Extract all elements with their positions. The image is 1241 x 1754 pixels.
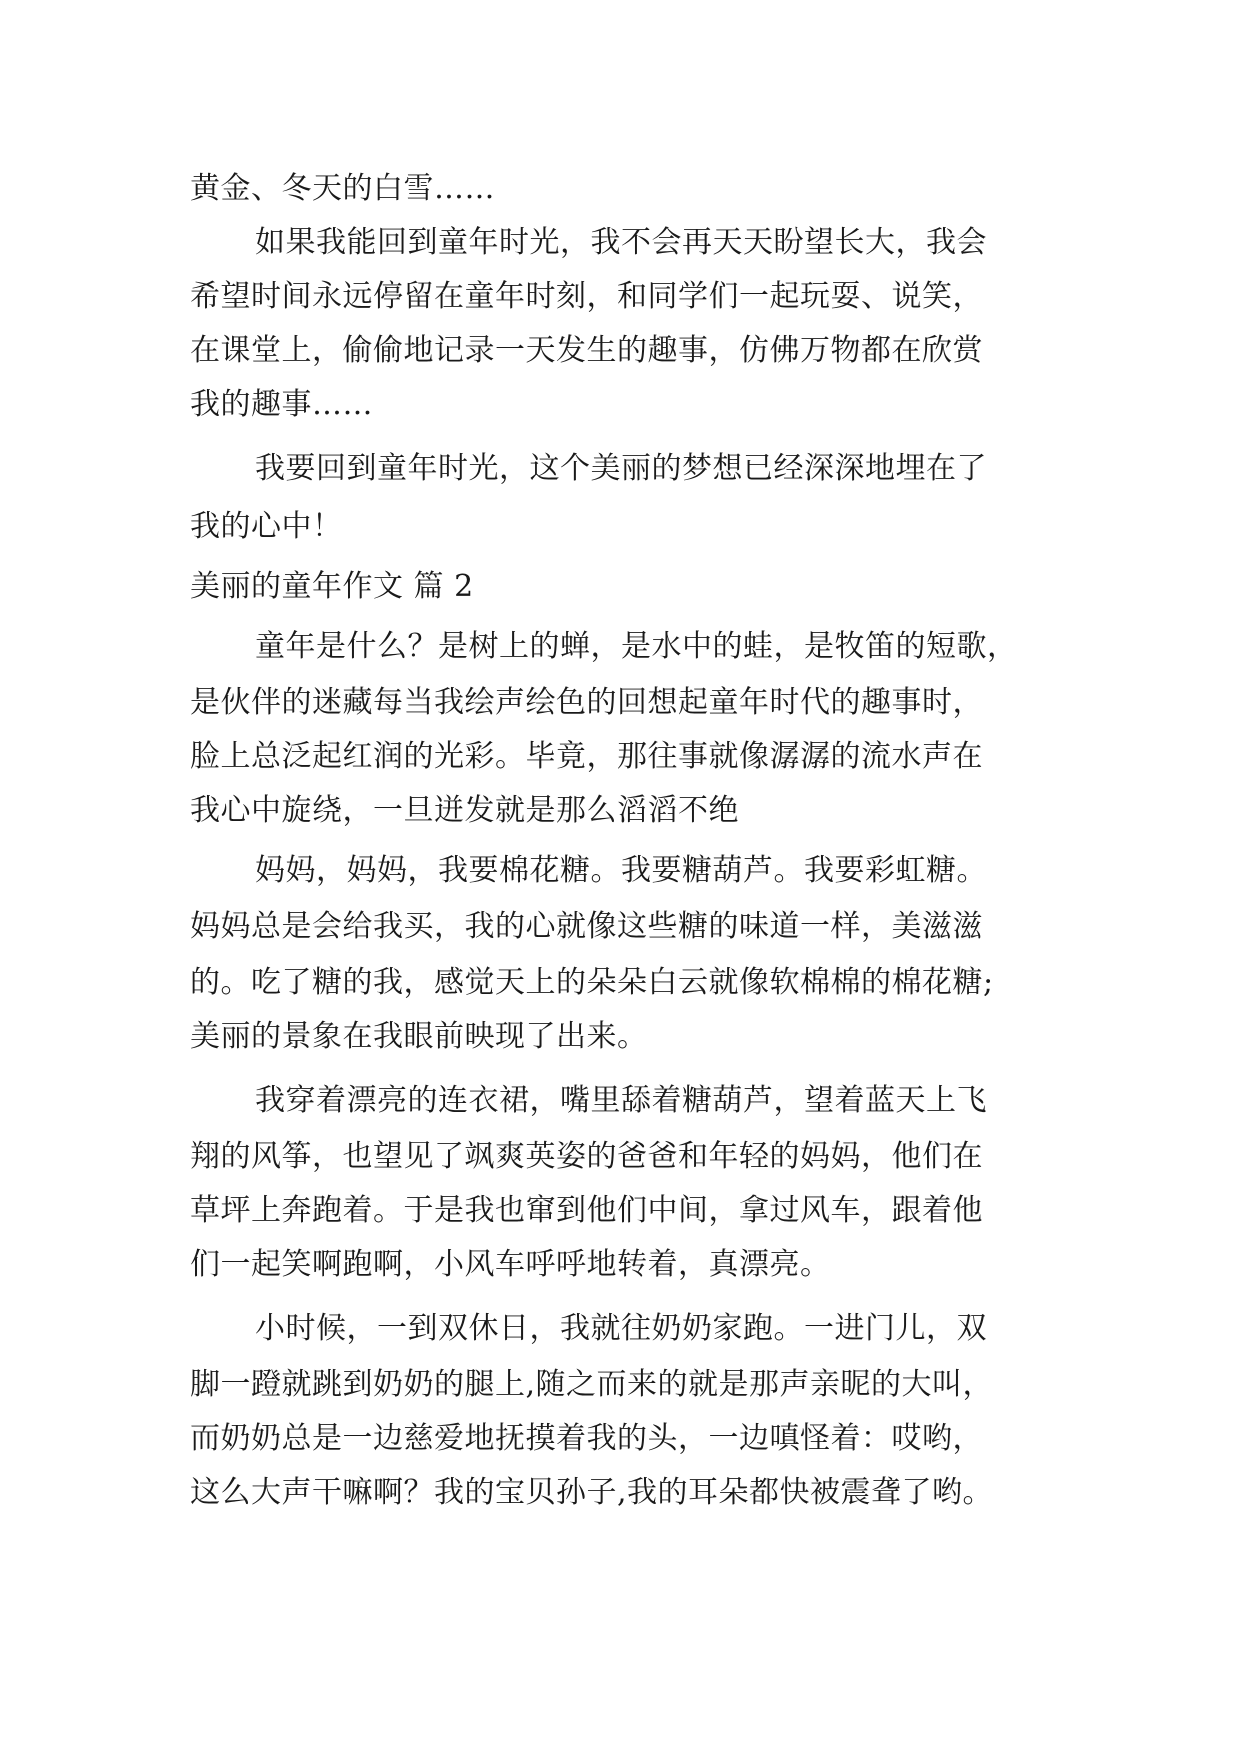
paragraph-line: 而奶奶总是一边慈爱地抚摸着我的头，一边嗔怪着：哎哟， (190, 1421, 983, 1456)
paragraph-line: 的。吃了糖的我，感觉天上的朵朵白云就像软棉棉的棉花糖; (190, 965, 994, 1000)
paragraph-line: 们一起笑啊跑啊，小风车呼呼地转着，真漂亮。 (190, 1247, 831, 1282)
paragraph-line: 妈妈，妈妈，我要棉花糖。我要糖葫芦。我要彩虹糖。 (255, 853, 987, 888)
paragraph-line: 我要回到童年时光，这个美丽的梦想已经深深地埋在了 (255, 451, 987, 486)
paragraph-line: 童年是什么？是树上的蝉，是水中的蛙，是牧笛的短歌， (255, 629, 1018, 664)
paragraph-line: 脸上总泛起红润的光彩。毕竟，那往事就像潺潺的流水声在 (190, 739, 983, 774)
paragraph-line: 黄金、冬天的白雪…… (190, 171, 495, 206)
paragraph-line: 我心中旋绕，一旦迸发就是那么滔滔不绝 (190, 793, 739, 828)
paragraph-line: 是伙伴的迷藏每当我绘声绘色的回想起童年时代的趣事时， (190, 685, 983, 720)
paragraph-line: 我的心中！ (190, 509, 343, 544)
paragraph-line: 我穿着漂亮的连衣裙，嘴里舔着糖葫芦，望着蓝天上飞 (255, 1083, 987, 1118)
section-heading: 美丽的童年作文 篇 2 (190, 569, 474, 604)
paragraph-line: 妈妈总是会给我买，我的心就像这些糖的味道一样，美滋滋 (190, 909, 983, 944)
paragraph-line: 草坪上奔跑着。于是我也窜到他们中间，拿过风车，跟着他 (190, 1193, 983, 1228)
paragraph-line: 这么大声干嘛啊？我的宝贝孙子,我的耳朵都快被震聋了哟。 (190, 1475, 994, 1510)
paragraph-line: 如果我能回到童年时光，我不会再天天盼望长大，我会 (255, 225, 987, 260)
paragraph-line: 我的趣事…… (190, 387, 373, 422)
paragraph-line: 希望时间永远停留在童年时刻，和同学们一起玩耍、说笑， (190, 279, 983, 314)
paragraph-line: 翔的风筝，也望见了飒爽英姿的爸爸和年轻的妈妈，他们在 (190, 1139, 983, 1174)
paragraph-line: 美丽的景象在我眼前映现了出来。 (190, 1019, 648, 1054)
paragraph-line: 小时候，一到双休日，我就往奶奶家跑。一进门儿，双 (255, 1311, 987, 1346)
paragraph-line: 脚一蹬就跳到奶奶的腿上,随之而来的就是那声亲昵的大叫， (190, 1367, 994, 1402)
paragraph-line: 在课堂上，偷偷地记录一天发生的趣事，仿佛万物都在欣赏 (190, 333, 983, 368)
